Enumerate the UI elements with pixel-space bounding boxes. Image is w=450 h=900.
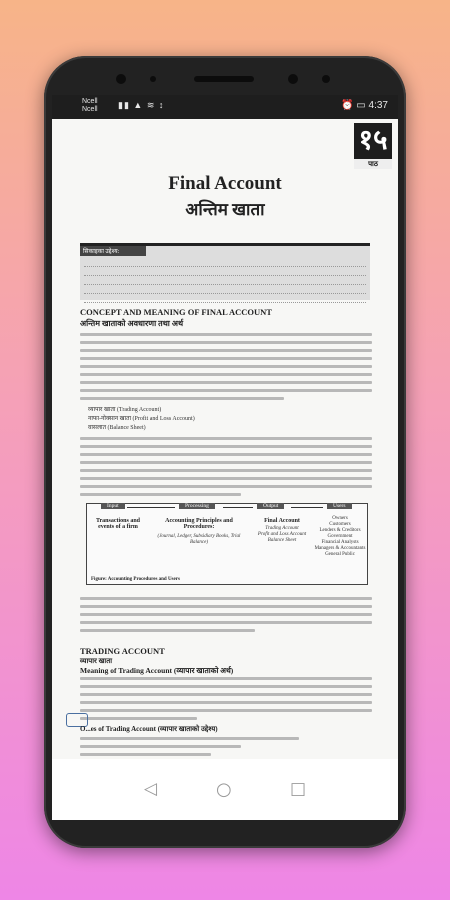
status-right — [341, 100, 388, 111]
concept-paragraph — [80, 333, 372, 405]
final-account-bullets — [88, 406, 195, 433]
bullet-item: व्यापार खाता (Trading Account) — [88, 407, 162, 413]
carrier-label — [82, 98, 98, 114]
learning-objectives-box — [80, 243, 370, 300]
flow-users-list: Owners Customers Lenders & Creditors Government Financial Analysts Managers & Accountants General Public — [314, 516, 366, 557]
flow-label-output: Output — [257, 503, 284, 509]
concept-heading: CONCEPT AND MEANING OF FINAL ACCOUNT — [80, 307, 272, 317]
light-sensor-icon — [322, 75, 330, 83]
recents-button[interactable]: □ — [290, 779, 307, 799]
concept-heading-nepali: अन्तिम खाताको अवधारणा तथा अर्थ — [80, 319, 184, 328]
bullet-item: नाफा-नोक्सान खाता (Profit and Loss Account) — [88, 416, 195, 422]
objectives-paragraph — [80, 737, 372, 759]
sensor-icon — [150, 76, 156, 82]
android-nav-bar — [52, 759, 398, 820]
flow-figure-caption: Figure: Accounting Procedures and Users — [91, 577, 180, 582]
objectives-heading: सिकाइका उद्देश्य: — [80, 246, 146, 256]
document-page-image[interactable] — [52, 119, 398, 759]
trading-objectives-heading: O...es of Trading Account (व्यापार खाताको उद्देश्य) — [80, 725, 218, 733]
proximity-sensor-icon — [288, 74, 298, 84]
flow-processing-title: Accounting Principles and Procedures: — [165, 518, 233, 530]
bullet-item: वासलात (Balance Sheet) — [88, 425, 146, 431]
chapter-number-badge — [354, 123, 392, 169]
battery-icon: ▭ — [356, 100, 366, 111]
flow-arrow — [291, 507, 323, 508]
flow-output-title: Final Account — [264, 518, 300, 524]
flow-label-users: Users — [327, 503, 352, 509]
front-camera-icon — [116, 74, 126, 84]
status-bar — [52, 95, 398, 119]
page-title: Final Account — [168, 173, 282, 194]
trading-paragraph — [80, 677, 372, 725]
flow-arrow — [223, 507, 253, 508]
trading-account-heading: TRADING ACCOUNT — [80, 646, 165, 656]
meaning-heading: Meaning of Trading Account (व्यापार खाताको अर्थ) — [80, 666, 234, 675]
objectives-rows — [84, 260, 366, 305]
language-paragraph — [80, 597, 372, 637]
flow-output-sub: Trading Account Profit and Loss Account Balance Sheet — [257, 526, 307, 543]
chapter-sub-label: पाठ — [354, 159, 392, 169]
flow-label-processing: Processing — [179, 503, 215, 509]
phone-screen — [52, 95, 398, 820]
carrier-line-1: Ncell — [82, 98, 98, 105]
alarm-icon: ⏰ — [341, 100, 354, 111]
earpiece-speaker — [194, 76, 254, 82]
flow-input-title: Transactions and events of a firm — [95, 518, 141, 530]
page-title-nepali: अन्तिम खाता — [185, 200, 265, 219]
flow-label-input: Input — [101, 503, 125, 509]
trading-account-heading-nepali: व्यापार खाता — [80, 657, 113, 665]
back-button[interactable]: ◁ — [144, 779, 158, 799]
signal-wifi-icons: ▮▮ ▲ ≋ ↕ — [118, 100, 165, 110]
clock-time: 4:37 — [368, 100, 388, 111]
explanation-paragraph — [80, 437, 372, 501]
flow-arrow — [127, 507, 175, 508]
accounting-flow-diagram — [86, 503, 368, 585]
chapter-number: १५ — [358, 125, 388, 156]
home-button[interactable]: ○ — [216, 779, 232, 800]
flow-processing-sub: (Journal, Ledger, Subsidiary Books, Trial Balance) — [157, 534, 241, 545]
carrier-line-2: Ncell — [82, 106, 98, 113]
